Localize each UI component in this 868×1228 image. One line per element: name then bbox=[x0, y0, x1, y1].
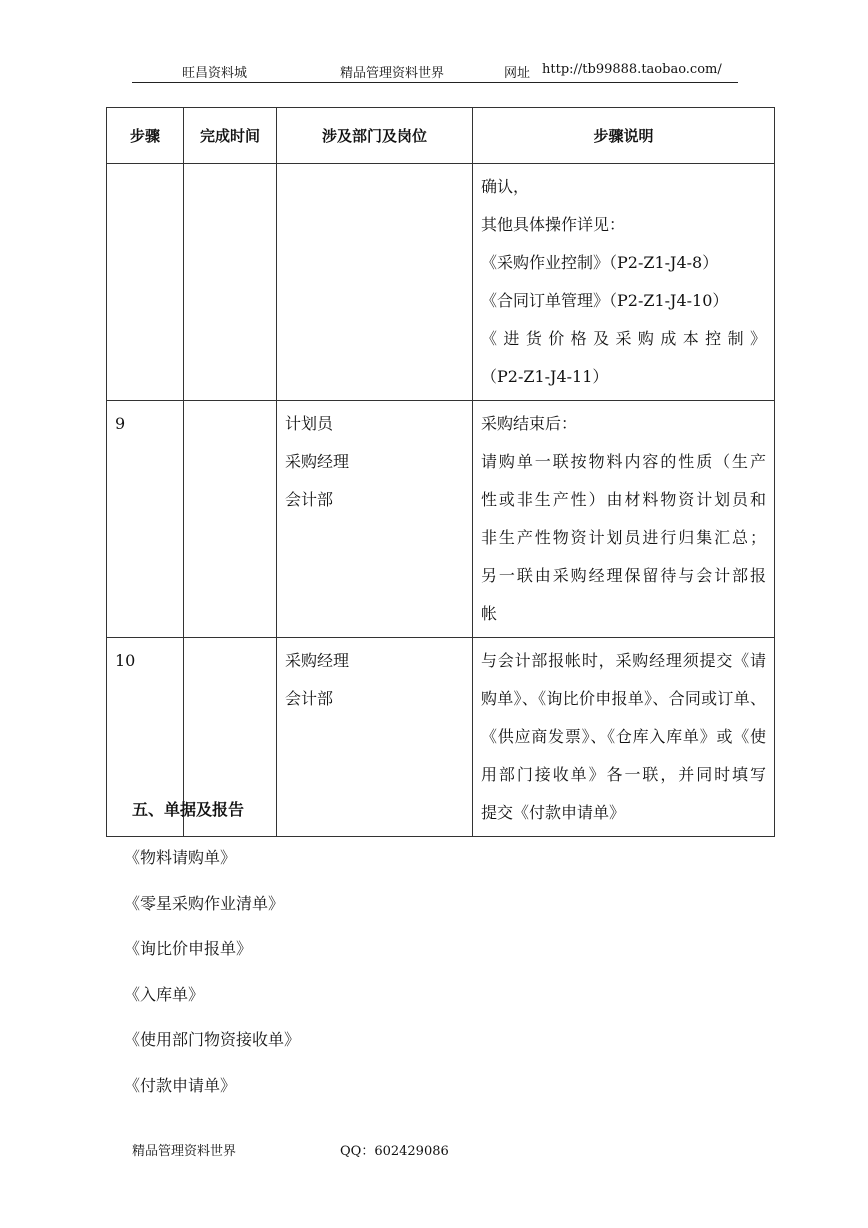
desc-line: 请购单一联按物料内容的性质（生产 bbox=[481, 452, 766, 471]
desc-line: 非生产性物资计划员进行归集汇总； bbox=[481, 528, 766, 547]
desc-line: 用部门接收单》各一联，并同时填写 bbox=[481, 765, 766, 784]
cell-desc bbox=[473, 401, 775, 638]
dept-line: 会计部 bbox=[285, 689, 334, 708]
dept-line: 计划员 bbox=[285, 414, 334, 433]
list-item: 《物料请购单》 bbox=[124, 848, 237, 867]
dept-line: 会计部 bbox=[285, 490, 334, 509]
col-header-step: 步骤 bbox=[107, 108, 184, 164]
list-item: 《付款申请单》 bbox=[124, 1075, 237, 1095]
cell-time bbox=[184, 164, 277, 401]
header-url-label: 网址 bbox=[504, 66, 531, 81]
cell-desc bbox=[473, 638, 775, 837]
page-footer bbox=[132, 1140, 449, 1159]
list-item: 《入库单》 bbox=[124, 984, 205, 1004]
desc-line: 其他具体操作详见： bbox=[481, 215, 626, 234]
col-header-dept: 涉及部门及岗位 bbox=[277, 108, 473, 164]
table-row bbox=[107, 164, 775, 401]
header-site-name: 精品管理资料世界 bbox=[340, 66, 445, 81]
desc-line: 采购结束后： bbox=[481, 414, 578, 433]
col-header-time: 完成时间 bbox=[184, 108, 277, 164]
desc-line: （P2-Z1-J4-11） bbox=[481, 367, 609, 386]
footer-site-name: 精品管理资料世界 bbox=[132, 1144, 237, 1159]
desc-line: 帐 bbox=[481, 604, 498, 623]
cell-dept bbox=[277, 638, 473, 837]
dept-line: 采购经理 bbox=[285, 452, 350, 471]
list-item: 《零星采购作业清单》 bbox=[124, 893, 285, 913]
list-item: 《询比价申报单》 bbox=[124, 939, 253, 958]
procedure-table bbox=[106, 107, 775, 837]
table-row bbox=[107, 401, 775, 638]
page-header bbox=[132, 62, 738, 83]
desc-line: 《供应商发票》、《仓库入库单》或《使 bbox=[481, 727, 766, 746]
desc-line: 与会计部报帐时，采购经理须提交《请 bbox=[481, 651, 766, 670]
section-title: 五、单据及报告 bbox=[132, 800, 245, 819]
forms-list bbox=[124, 835, 300, 1108]
desc-line: 另一联由采购经理保留待与会计部报 bbox=[481, 566, 766, 585]
dept-line: 采购经理 bbox=[285, 651, 350, 670]
cell-step: 9 bbox=[107, 401, 184, 638]
cell-desc bbox=[473, 164, 775, 401]
desc-line: 《合同订单管理》（P2-Z1-J4-10） bbox=[481, 291, 729, 310]
col-header-desc: 步骤说明 bbox=[473, 108, 775, 164]
desc-line: 《进货价格及采购成本控制》 bbox=[481, 329, 766, 348]
cell-dept bbox=[277, 401, 473, 638]
cell-dept bbox=[277, 164, 473, 401]
list-item: 《使用部门物资接收单》 bbox=[124, 1030, 301, 1049]
footer-qq: QQ：602429086 bbox=[340, 1144, 449, 1159]
desc-line: 《采购作业控制》（P2-Z1-J4-8） bbox=[481, 253, 719, 272]
cell-step: 10 bbox=[107, 638, 184, 837]
table-header-row bbox=[107, 108, 775, 164]
desc-line: 性或非生产性）由材料物资计划员和 bbox=[481, 490, 766, 509]
header-shop: 旺昌资料城 bbox=[182, 66, 248, 81]
header-url: http://tb99888.taobao.com/ bbox=[542, 62, 722, 77]
desc-line: 确认， bbox=[481, 177, 530, 196]
cell-time bbox=[184, 401, 277, 638]
desc-line: 提交《付款申请单》 bbox=[481, 803, 626, 822]
desc-line: 购单》、《询比价申报单》、合同或订单、 bbox=[481, 689, 766, 708]
cell-step bbox=[107, 164, 184, 401]
